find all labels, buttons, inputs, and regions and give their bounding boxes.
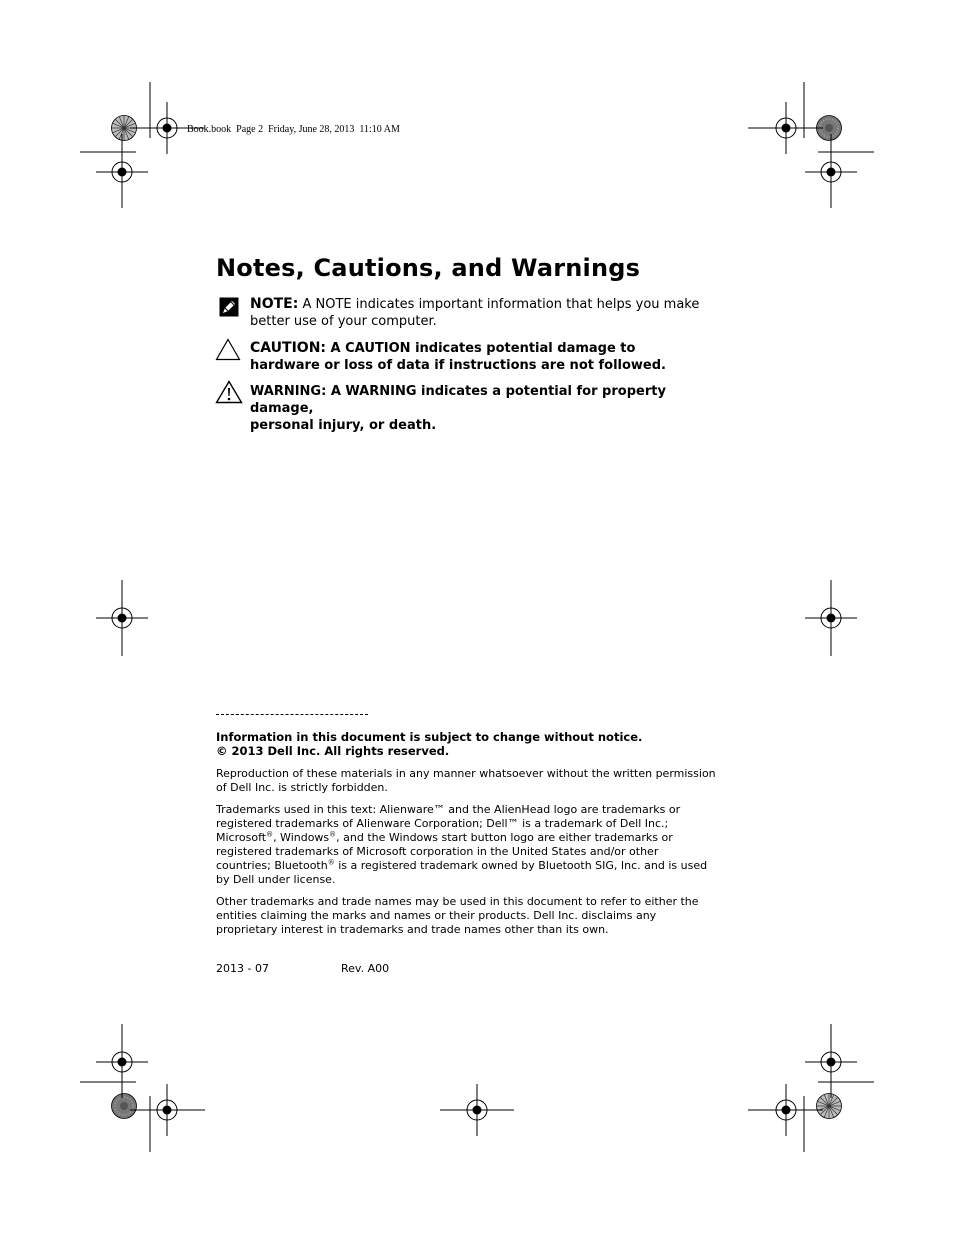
- trademarks-text-4: is a registered trademark owned by Bluetooth SIG, Inc. and is used by Dell under license.: [216, 859, 708, 886]
- registered-mark: ®: [266, 830, 274, 839]
- change-notice-line1: Information in this document is subject to change without notice.: [216, 730, 643, 744]
- caution-notice: [250, 340, 715, 374]
- pencil-icon: [219, 297, 239, 317]
- caution-label: CAUTION:: [250, 340, 327, 356]
- trademarks-text-2: , Windows: [273, 831, 330, 844]
- note-notice: [250, 296, 715, 330]
- revision-date: 2013 - 07: [216, 962, 269, 975]
- trademarks-text-3: , and the Windows start button logo are either trademarks or registered trademarks of Microsoft corporation in the United States and/or other countries; Bluetooth: [216, 831, 673, 872]
- copyright-line: © 2013 Dell Inc. All rights reserved.: [216, 744, 450, 758]
- registration-star-icon: [817, 1094, 842, 1119]
- trademarks-paragraph: [216, 803, 716, 887]
- revision-number: Rev. A00: [341, 962, 390, 975]
- registration-dot-icon: [112, 1094, 137, 1119]
- caution-text-line2: hardware or loss of data if instructions are not followed.: [250, 358, 666, 373]
- registered-mark: ®: [327, 858, 335, 867]
- page-title: Notes, Cautions, and Warnings: [216, 254, 641, 282]
- print-slug: Book.book Page 2 Friday, June 28, 2013 11:10 AM: [187, 124, 400, 135]
- reproduction-paragraph: Reproduction of these materials in any manner whatsoever without the written permission of Dell Inc. is strictly forbidden.: [216, 767, 716, 794]
- footnote-rule: [216, 714, 368, 715]
- change-notice: [216, 730, 716, 758]
- note-label: NOTE:: [250, 296, 299, 312]
- caution-triangle-icon: [215, 338, 241, 361]
- note-text-line1: A NOTE indicates important information that helps you make: [298, 297, 700, 312]
- warning-label: WARNING:: [250, 384, 327, 399]
- warning-text-line2: personal injury, or death.: [250, 418, 437, 433]
- note-text-line2: better use of your computer.: [250, 314, 437, 329]
- warning-text-line1: A WARNING indicates a potential for property damage,: [250, 384, 666, 416]
- registered-mark: ®: [329, 830, 337, 839]
- other-trademarks-paragraph: Other trademarks and trade names may be used in this document to refer to either the entities claiming the marks and names or their products. Dell Inc. disclaims any proprietary interest in trademarks and trade names other than its own.: [216, 895, 699, 936]
- trademarks-text-1: Trademarks used in this text: Alienware™ and the AlienHead logo are trademarks or registered trademarks of Alienware Corporation; Dell™ is a trademark of Dell Inc.; Microsoft: [216, 803, 681, 844]
- warning-notice: [250, 383, 715, 434]
- caution-text-line1: A CAUTION indicates potential damage to: [326, 341, 636, 356]
- warning-triangle-icon: [215, 380, 243, 404]
